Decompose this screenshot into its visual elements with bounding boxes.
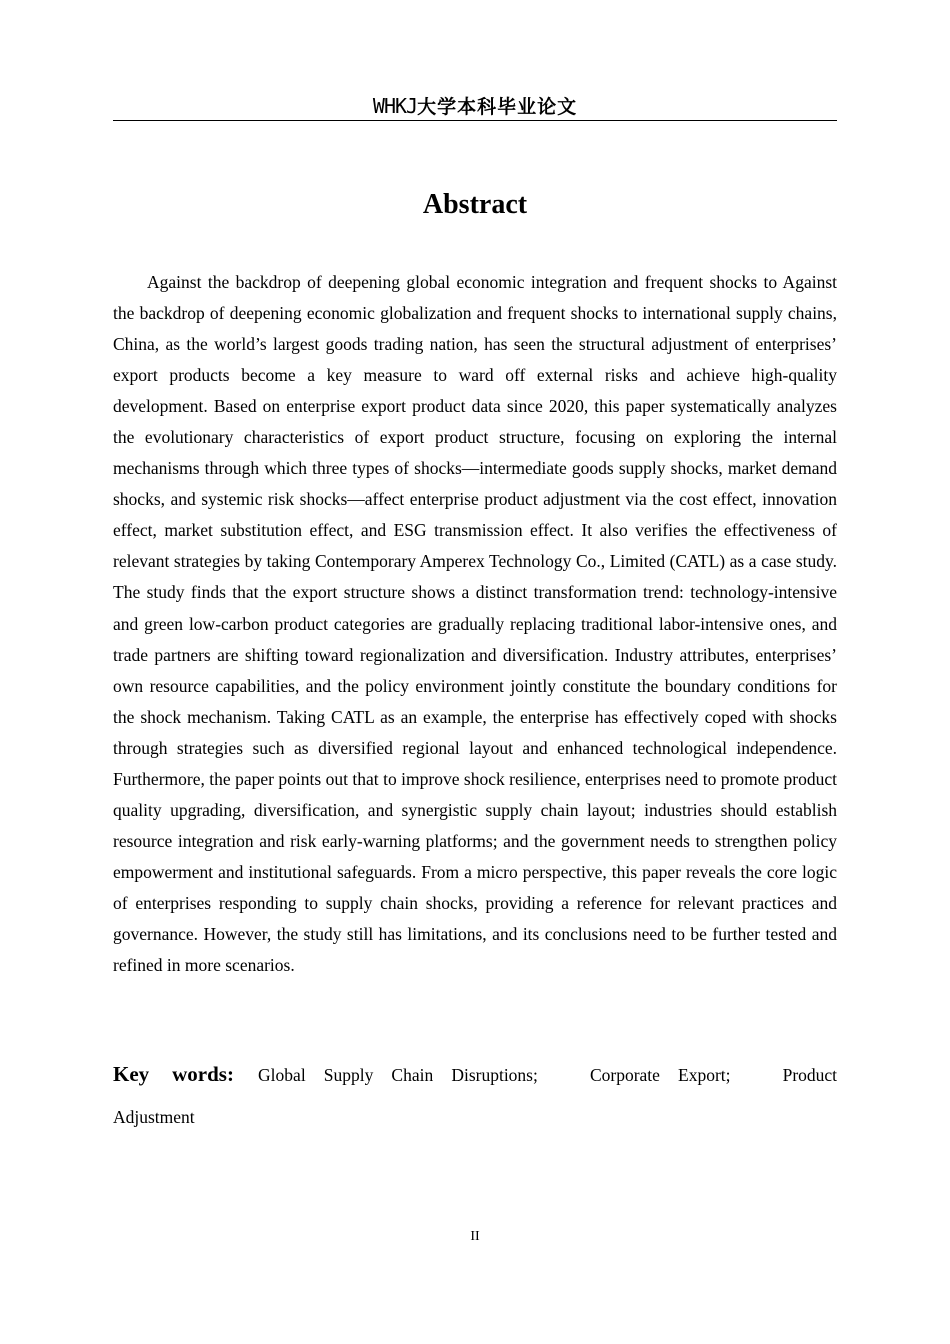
page-number: II — [470, 1229, 480, 1244]
abstract-title: Abstract — [422, 189, 528, 220]
keyword-item: Global Supply Chain Disruptions; — [258, 1065, 538, 1085]
keywords-line — [113, 1053, 837, 1138]
keywords-label: Key words: — [113, 1062, 234, 1086]
keyword-item: Corporate Export; — [589, 1065, 731, 1085]
header-school-code: WHKJ — [372, 94, 418, 118]
abstract-body: Against the backdrop of deepening global economic integration and frequent shocks to Against the backdrop of deepening economic globalization and frequent shocks to international supply chains, China, as the world’s largest goods trading nation, has seen the structural adjustment of enterprises’ export products become a key measure to ward off external risks and achieve high-quality development. Based on enterprise export product data since 2020, this paper systematically analyzes the evolutionary characteristics of export product structure, focusing on exploring the internal mechanisms through which three types of shocks—intermediate goods supply shocks, market demand shocks, and systemic risk shocks—affect enterprise product adjustment via the cost effect, innovation effect, market substitution effect, and ESG transmission effect. It also verifies the effectiveness of relevant strategies by taking Contemporary Amperex Technology Co., Limited (CATL) as a case study. The study finds that the export structure shows a distinct transformation trend: technology-intensive and green low-carbon product categories are gradually replacing traditional labor-intensive ones, and trade partners are shifting toward regionalization and diversification. Industry attributes, enterprises’ own resource capabilities, and the policy environment jointly constitute the boundary conditions for the shock mechanism. Taking CATL as an example, the enterprise has effectively coped with shocks through strategies such as diversified regional layout and enhanced technological independence. Furthermore, the paper points out that to improve shock resilience, enterprises need to promote product quality upgrading, diversification, and synergistic supply chain layout; industries should establish resource integration and risk early-warning platforms; and the government needs to strengthen policy empowerment and institutional safeguards. From a micro perspective, this paper reveals the core logic of enterprises responding to supply chain shocks, providing a reference for relevant practices and governance. However, the study still has limitations, and its conclusions need to be further tested and refined in more scenarios. — [113, 272, 837, 976]
header-doc-type: 大学本科毕业论文 — [417, 96, 578, 118]
keyword-item: Product Adjustment — [113, 1065, 838, 1127]
running-header — [113, 92, 837, 121]
